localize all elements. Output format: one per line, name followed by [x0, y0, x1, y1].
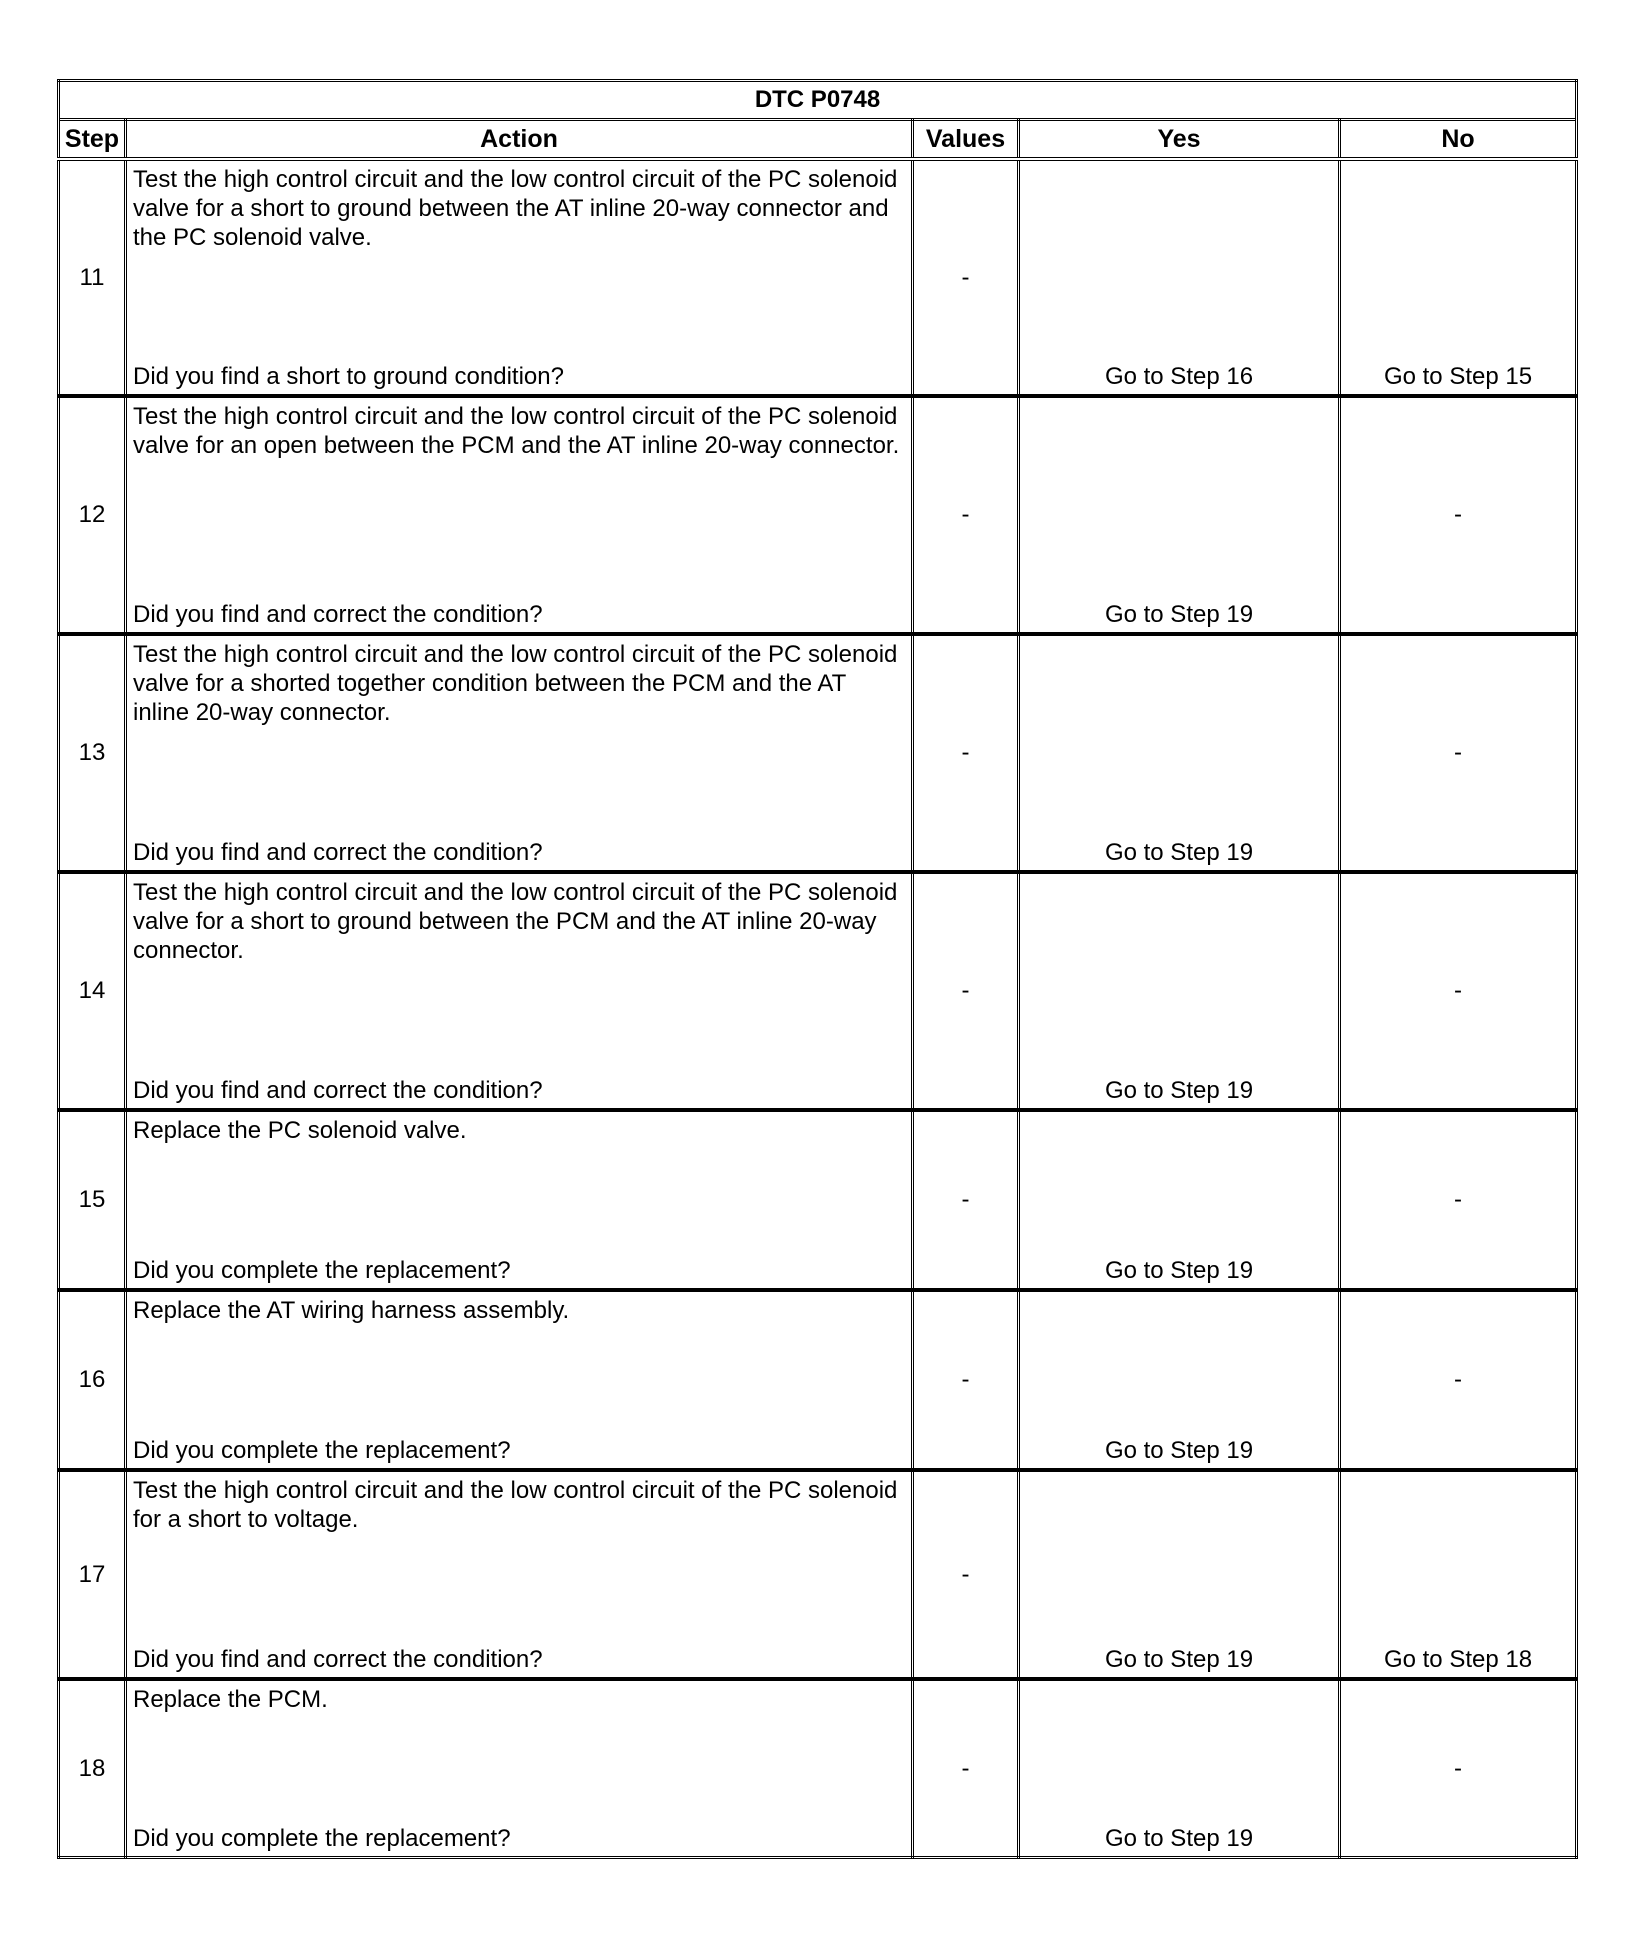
- table-row: [59, 1290, 1577, 1470]
- action-cell: [126, 1679, 913, 1858]
- step-number: 15: [59, 1110, 126, 1290]
- table-title-row: [59, 81, 1577, 120]
- action-header: Action: [126, 120, 913, 160]
- table-row: [59, 634, 1577, 872]
- values-header: Values: [913, 120, 1019, 160]
- yes-header: Yes: [1019, 120, 1340, 160]
- yes-cell: Go to Step 19: [1019, 1110, 1340, 1290]
- values-cell: -: [913, 634, 1019, 872]
- no-header: No: [1340, 120, 1577, 160]
- action-cell: [126, 1470, 913, 1679]
- action-text: Test the high control circuit and the low control circuit of the PC solenoid valve for an open between the PCM and the AT inline 20-way connector.: [133, 403, 900, 459]
- values-cell: -: [913, 1470, 1019, 1679]
- table-row: [59, 396, 1577, 634]
- question-text: Did you complete the replacement?: [133, 1257, 511, 1284]
- step-number: 13: [59, 634, 126, 872]
- step-number: 18: [59, 1679, 126, 1858]
- table-row: [59, 1679, 1577, 1858]
- action-text: Test the high control circuit and the low control circuit of the PC solenoid valve for a short to ground between the PCM and the AT inline 20-way connector.: [133, 879, 898, 964]
- yes-cell: Go to Step 19: [1019, 634, 1340, 872]
- action-text: Test the high control circuit and the low control circuit of the PC solenoid valve for a shorted together condition between the PCM and the AT inline 20-way connector.: [133, 641, 898, 726]
- step-number: 12: [59, 396, 126, 634]
- question-text: Did you find and correct the condition?: [133, 839, 543, 866]
- yes-cell: Go to Step 19: [1019, 872, 1340, 1110]
- values-cell: -: [913, 159, 1019, 396]
- no-cell: -: [1340, 1290, 1577, 1470]
- question-text: Did you complete the replacement?: [133, 1437, 511, 1464]
- question-text: Did you find and correct the condition?: [133, 1646, 543, 1673]
- action-cell: [126, 159, 913, 396]
- action-cell: [126, 1110, 913, 1290]
- table-row: [59, 1110, 1577, 1290]
- no-cell: -: [1340, 1679, 1577, 1858]
- step-header: Step: [59, 120, 126, 160]
- step-number: 16: [59, 1290, 126, 1470]
- yes-cell: Go to Step 19: [1019, 1470, 1340, 1679]
- question-text: Did you find a short to ground condition?: [133, 363, 564, 390]
- yes-cell: Go to Step 19: [1019, 396, 1340, 634]
- no-cell: -: [1340, 1110, 1577, 1290]
- question-text: Did you complete the replacement?: [133, 1825, 511, 1852]
- yes-cell: Go to Step 19: [1019, 1290, 1340, 1470]
- yes-cell: Go to Step 19: [1019, 1679, 1340, 1858]
- dtc-table: [57, 79, 1578, 1859]
- action-text: Replace the PC solenoid valve.: [133, 1117, 467, 1144]
- values-cell: -: [913, 872, 1019, 1110]
- values-cell: -: [913, 1110, 1019, 1290]
- action-cell: [126, 396, 913, 634]
- no-cell: -: [1340, 634, 1577, 872]
- step-number: 11: [59, 159, 126, 396]
- action-cell: [126, 634, 913, 872]
- values-cell: -: [913, 1290, 1019, 1470]
- action-text: Test the high control circuit and the low control circuit of the PC solenoid for a short to voltage.: [133, 1477, 898, 1533]
- table-row: [59, 159, 1577, 396]
- action-cell: [126, 1290, 913, 1470]
- step-number: 17: [59, 1470, 126, 1679]
- question-text: Did you find and correct the condition?: [133, 601, 543, 628]
- values-cell: -: [913, 1679, 1019, 1858]
- action-text: Test the high control circuit and the low control circuit of the PC solenoid valve for a short to ground between the AT inline 20-way connector and the PC solenoid valve.: [133, 166, 898, 251]
- table-row: [59, 872, 1577, 1110]
- no-cell: -: [1340, 872, 1577, 1110]
- question-text: Did you find and correct the condition?: [133, 1077, 543, 1104]
- no-cell: Go to Step 18: [1340, 1470, 1577, 1679]
- table-row: [59, 1470, 1577, 1679]
- values-cell: -: [913, 396, 1019, 634]
- yes-cell: Go to Step 16: [1019, 159, 1340, 396]
- action-text: Replace the AT wiring harness assembly.: [133, 1297, 570, 1324]
- action-cell: [126, 872, 913, 1110]
- no-cell: -: [1340, 396, 1577, 634]
- action-text: Replace the PCM.: [133, 1686, 328, 1713]
- no-cell: Go to Step 15: [1340, 159, 1577, 396]
- step-number: 14: [59, 872, 126, 1110]
- column-header-row: [59, 120, 1577, 160]
- table-title: DTC P0748: [59, 81, 1577, 120]
